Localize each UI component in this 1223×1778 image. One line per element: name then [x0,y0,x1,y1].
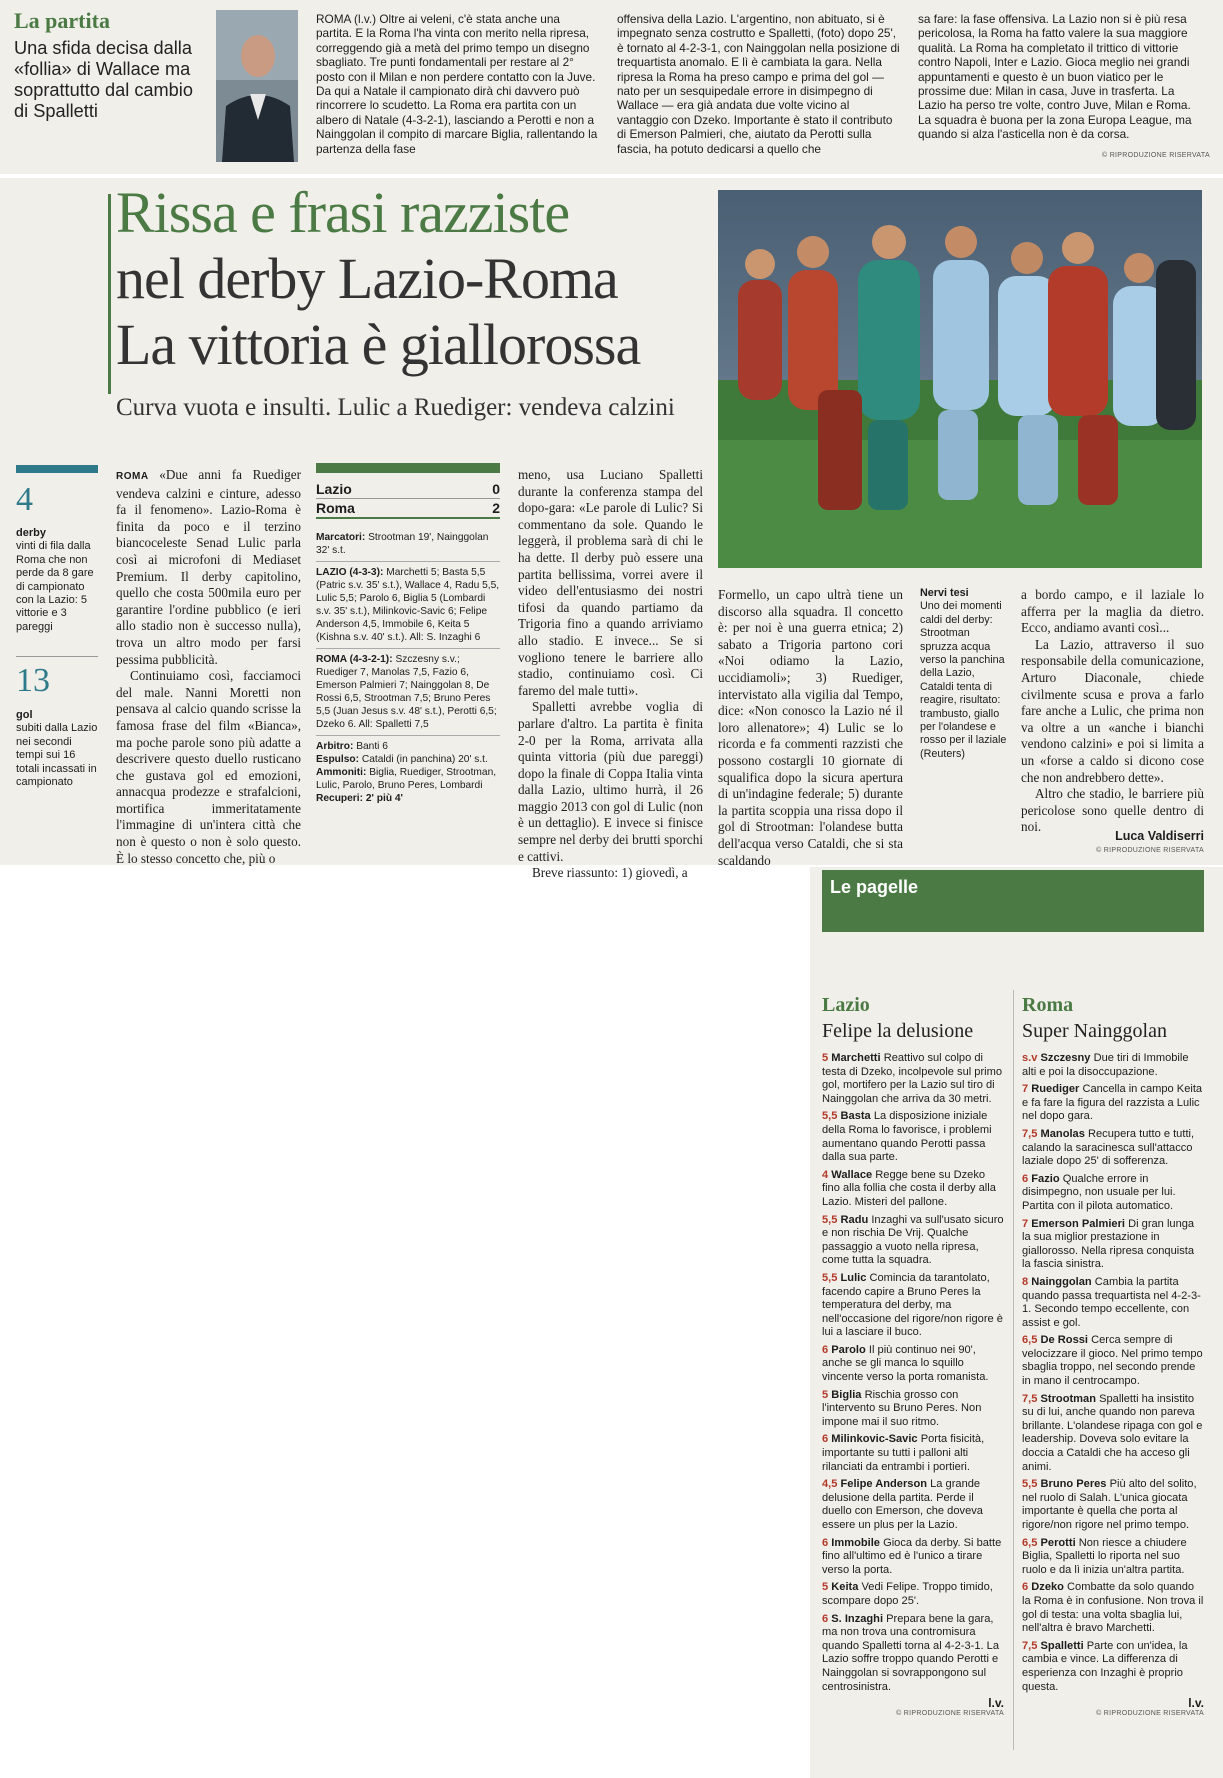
pagelle-roma-repro: © RIPRODUZIONE RISERVATA [1096,1710,1204,1718]
pagella-lazio-marchetti [822,1052,1004,1106]
pagella-roma-ruediger [1022,1083,1204,1124]
pagella-roma-brunoperes [1022,1478,1204,1532]
sheet-booked [316,766,500,792]
pagella-lazio-inzaghi [822,1613,1004,1695]
player-name: Milinkovic-Savic [831,1433,918,1446]
comment: Di gran lunga la sua miglior prestazione in giallorosso. Nella ripresa conquista la fascia sinistra. [1022,1217,1195,1271]
player-name: Lulic [840,1271,867,1284]
match-sheet [316,480,500,805]
stat-2-bold: gol [16,709,33,721]
pagelle-header-text: Le pagelle [830,877,919,897]
vote: 7,5 [1022,1127,1038,1140]
article-col3-p1: meno, usa Luciano Spalletti durante la conferenza stampa del dopo-gara: «Le parole di Lulic? Si commentano da sole. Quando le leggerà, il problema sarà di chi le ha dette. Il derby può essere una partita bellissima, vorrei avere il video dell'entusiasmo dei nostri tifosi da quando partiamo da Trigoria fino a quando arriviamo allo stadio. E invece... Se si vogliono tenere le barriere allo stadio, continuiamo così. Ci faremo del male tutti». [518,467,703,698]
sheet-booked-label: Ammoniti: [316,767,367,778]
caption-title: Nervi tesi [920,587,969,599]
article-col-1 [116,467,301,867]
stat-divider [16,656,98,657]
vote: 6 [822,1433,829,1446]
sheet-lazio-text: Marchetti 5; Basta 5,5 (Patric s.v. 35' s.t.), Wallace 4, Radu 5,5, Lulic 5,5; Parolo 6, Biglia 5 (Lombardi s.v. 35' s.t.), Milinkovic-Savic 6; Felipe Anderson 4,5, Immobile 6, Keita 5 (Kishna s.v. 40' s.t.). All: S. Inzaghi 6 [316,567,500,643]
headline-rule [108,194,111,394]
player-name: Spalletti [1040,1639,1084,1652]
player-name: Felipe Anderson [840,1478,928,1491]
pagelle-lazio-repro: © RIPRODUZIONE RISERVATA [896,1710,1004,1718]
away-score: 2 [492,500,500,516]
player-name: Immobile [831,1536,880,1549]
comment: Porta fisicità, importante su tutti i palloni alti rilanciati da entrambi i portieri. [822,1433,985,1473]
pagella-lazio-milinkovic [822,1433,1004,1474]
vote: 5,5 [822,1110,838,1123]
comment: Reattivo sul colpo di testa di Dzeko, incolpevole sul primo gol, mortifero per la Lazio sul tiro di Nainggolan che arriva da 30 metri. [822,1052,1003,1105]
article-col4-p1: Formello, un capo ultrà tiene un discorso alla squadra. Il concetto è: per noi è una guerra etnica; 2) sabato a Trigoria partono cori «Noi odiamo la Lazio, uccidiamoli»; 3) Ruediger, intervistato alla vigilia dal Tempo, dice: «Non conosco la Lazio né il loro allenatore»; 4) Lulic se lo ricorda e fa commenti razzisti che possono costargli 10 giornate di squalifica dopo la sicura apertura di un'indagine federale; 5) durante la partita scoppia una rissa dopo il gol di Strootman: l'olandese butta dell'acqua verso Cataldi, che si sta scaldando [718,587,903,868]
comment: La grande delusione della partita. Perde il duello con Emerson, che doveva essere un plus per la Lazio. [822,1478,983,1531]
home-score: 0 [492,481,500,497]
pagella-roma-fazio [1022,1173,1204,1214]
comment: Comincia da tarantolato, facendo capire a Bruno Peres la temperatura del derby, ma nell'occasione del rigore/non rigore è lui a lasciare il buco. [822,1271,1003,1339]
comment: Spalletti ha insistito su di lui, anche quando non pareva brillante. L'olandese ripaga con gol e leadership. Doveva solo evitare la doccia a Cataldi che ha acceso gli animi. [1022,1392,1203,1473]
sheet-referee-text: Banti 6 [356,741,388,752]
vote: 4,5 [822,1478,838,1491]
headline-deck: Curva vuota e insulti. Lulic a Ruediger: vendeva calzini [116,394,675,421]
comment: La disposizione iniziale della Roma lo favorisce, i problemi aumentano quando Perotti passa dalla sua parte. [822,1110,992,1164]
pagelle-lazio-list [822,1052,1004,1717]
sheet-added-time-label: Recuperi: [316,793,363,804]
article-col-6 [1021,587,1204,836]
article-lead-word: ROMA [116,471,149,482]
vote: 6 [822,1536,829,1549]
pagella-roma-nainggolan [1022,1276,1204,1330]
article-col6-p1: a bordo campo, e il laziale lo afferra per la maglia da dietro. Ecco, andiamo avanti così... [1021,587,1204,636]
pagelle-lazio-title: Felipe la delusione [822,1020,974,1042]
pagella-roma-derossi [1022,1334,1204,1388]
player-name: De Rossi [1040,1334,1088,1347]
headline-line-3: La vittoria è giallorossa [116,312,641,377]
derby-brawl-photo [718,190,1202,568]
sheet-sent-off-label: Espulso: [316,754,360,765]
player-name: Emerson Palmieri [1031,1217,1125,1230]
comment: Recupera tutto e tutti, calando la saracinesca sull'attacco laziale dopo 25' di sofferenza. [1022,1127,1195,1168]
stat-1-text: vinti di fila dalla Roma che non perde da 8 gare di campionato con la Lazio: 5 vittorie e 3 pareggi [16,540,94,633]
article-col-3 [518,467,703,882]
comment: Prepara bene la gara, ma non trova una contromisura quando Spalletti torna al 4-2-3-1. La Lazio soffre troppo quando Perotti e Nainggolan si sovrappongono sul centrosinistra. [822,1612,1000,1693]
pagelle-lazio-sign: l.v. [988,1696,1004,1711]
comment: Non riesce a chiudere Biglia, Spalletti lo riporta nel suo ruolo e da lì inizia un'altra partita. [1022,1536,1187,1576]
pagella-lazio-felipe [822,1478,1004,1532]
pagella-roma-emerson [1022,1218,1204,1272]
vote: 4 [822,1168,829,1181]
vote: 6 [822,1343,829,1356]
headline-line-1: Rissa e frasi razziste [116,180,570,245]
photo-caption [920,587,1010,761]
sheet-roma [316,653,500,736]
player-name: Perotti [1040,1536,1076,1549]
vote: 5 [822,1052,829,1064]
player-name: Ruediger [1031,1083,1080,1096]
comment: Vedi Felipe. Troppo timido, scompare dopo 25'. [822,1581,993,1607]
article-col6-p2: La Lazio, attraverso il suo responsabile della comunicazione, Arturo Diaconale, chiede civilmente scusa e prova a farlo fare anche a Lulic, che prima non va oltre a un «anche i bianchi vendono calzini» e poi si limita a un «forse a caldo si dicono cose che non andrebbero dette». [1021,636,1204,785]
sheet-scorers-text: Strootman 19', Nainggolan 32' s.t. [316,532,489,556]
player-name: S. Inzaghi [831,1612,884,1625]
comment: Il più continuo nei 90', anche se gli manca lo squillo vincente verso la porta romanista. [822,1343,989,1384]
comment: Due tiri di Immobile alti e poi la disoccupazione. [1022,1052,1189,1078]
vote: 8 [1022,1275,1029,1288]
vote: 6 [1022,1172,1029,1185]
pagelle-lazio-team: Lazio [822,994,870,1016]
comment: Rischia grosso con l'intervento su Bruno Peres. Non impone mai il suo ritmo. [822,1388,982,1428]
pagella-roma-dzeko [1022,1581,1204,1635]
player-name: Dzeko [1031,1581,1064,1594]
vote: s.v [1022,1052,1038,1064]
player-name: Parolo [831,1343,866,1356]
pagelle-roma-sign: l.v. [1188,1696,1204,1711]
pagella-lazio-keita [822,1581,1004,1608]
pagelle-col-divider [1013,990,1014,1750]
pagella-lazio-basta [822,1110,1004,1164]
article-col-4 [718,587,903,869]
comment: Gioca da derby. Si batte fino all'ultimo ed è l'unico a tirare verso la porta. [822,1536,1002,1576]
pagella-roma-strootman [1022,1393,1204,1475]
vote: 7,5 [1022,1392,1038,1405]
vote: 5 [822,1388,829,1401]
sheet-roma-text: Szczesny s.v.; Ruediger 7, Manolas 7,5, Fazio 6, Emerson Palmieri 7; Nainggolan 8, De Rossi 6,5, Strootman 7,5; Bruno Peres 5,5 (Juan Jesus s.v. 48' s.t.), Perotti 6,5; Dzeko 6. All: Spalletti 7,5 [316,654,497,730]
sheet-lazio-label: LAZIO (4-3-3): [316,567,384,578]
vote: 5 [822,1581,829,1594]
article-col3-p3: Breve riassunto: 1) giovedì, a [532,865,688,881]
article-author: Luca Valdiserri [1115,829,1204,843]
stat-1-label [16,527,98,634]
comment: Combatte da solo quando la Roma è in confusione. Non trova il gol di testa: una volta sbaglia lui, nell'altra è bravo Marchetti. [1022,1581,1204,1635]
stats-rule [16,465,98,473]
pagelle-roma-title: Super Nainggolan [1022,1020,1167,1042]
vote: 6,5 [1022,1536,1038,1549]
sheet-referee [316,740,500,753]
comment: Più alto del solito, nel ruolo di Salah. L'unica giocata importante è quella che porta al rigore/non rigore nel primo tempo. [1022,1478,1197,1531]
player-name: Strootman [1040,1392,1096,1405]
sheet-scorers-label: Marcatori: [316,532,366,543]
sheet-roma-label: ROMA (4-3-2-1): [316,654,393,665]
player-name: Szczesny [1040,1052,1091,1064]
sheet-sent-off [316,753,500,766]
sheet-booked-text: Biglia, Ruediger, Strootman, Lulic, Parolo, Bruno Peres, Lombardi [316,767,497,791]
score-row-away [316,499,500,519]
sheet-referee-label: Arbitro: [316,741,354,752]
pagella-roma-szczesny [1022,1052,1204,1079]
sheet-added-time-text: 2' più 4' [365,793,403,804]
section-title: La partita [14,8,110,33]
pagella-lazio-radu [822,1214,1004,1268]
comment: Inzaghi va sull'usato sicuro e non rischia De Vrij. Qualche passaggio a vuoto nella ripresa, come tutta la squadra. [822,1213,1004,1267]
match-sheet-rule [316,463,500,473]
vote: 7,5 [1022,1639,1038,1652]
stat-1-number: 4 [16,481,33,518]
comment: Regge bene su Dzeko fino alla follia che costa il derby alla Lazio. Misteri del pallone. [822,1168,996,1208]
sheet-lazio [316,566,500,649]
player-name: Biglia [831,1388,862,1401]
vote: 5,5 [822,1213,838,1226]
top-subhead: Una sfida decisa dalla «follia» di Wallace ma soprattutto dal cambio di Spalletti [14,38,193,121]
pagella-lazio-biglia [822,1389,1004,1430]
player-name: Wallace [831,1168,873,1181]
player-name: Basta [840,1110,871,1123]
top-col-3: sa fare: la fase offensiva. La Lazio non si è più resa pericolosa, la Roma ha fatto valere la sua maggiore qualità. La Roma ha completato il trittico di vittorie contro Napoli, Inter e Lazio. Gioca meglio nei grandi appuntamenti e questo è un buon viatico per le prossime due: Milan in casa, Juve in trasferta. La Lazio ha perso tre volte, contro Juve, Milan e Roma. La squadra è buona per la zona Europa League, ma quando si alza l'asticella non è da corsa. [918,12,1192,142]
sheet-scorers [316,531,500,562]
player-name: Nainggolan [1031,1275,1092,1288]
comment: Cancella in campo Keita e fa fare la figura del razzista a Lulic nel dopo gara. [1022,1083,1203,1123]
player-name: Marchetti [831,1052,881,1064]
pagella-lazio-parolo [822,1344,1004,1385]
comment: Cambia la partita quando passa trequartista nel 4-2-3-1. Secondo tempo eccellente, con assist e gol. [1022,1275,1201,1329]
article-repro: © RIPRODUZIONE RISERVATA [1096,847,1204,854]
top-col-2: offensiva della Lazio. L'argentino, non abituato, si è impegnato senza costrutto e Spalletti, (foto) dopo 25', è tornato al 4-2-3-1, con Nainggolan nella posizione di trequartista anomalo. E lì è cambiata la gara. Nella ripresa la Roma ha preso campo e prima del gol — nato per un sesquipedale errore in disimpegno di Wallace — era già andata due volte vicino al vantaggio con Dzeko. Importante è stato il contributo di Emerson Palmieri, che, aiutato da Perotti sulla fascia, ha potuto dedicarsi a quello che [617,12,900,156]
vote: 5,5 [822,1271,838,1284]
pagella-roma-manolas [1022,1128,1204,1169]
article-col1-p1: «Due anni fa Ruediger vendeva calzini e cinture, adesso fa il fenomeno». Lazio-Roma è finita da poco e il terzino biancoceleste Senad Lulic parla così ai microfoni di Mediaset Premium. Il derby capitolino, quello che costa 500mila euro per garantire l'ordine pubblico (e ieri allo stadio non è successo nulla), trova un altro modo per farsi pessima pubblicità. [116,467,302,667]
vote: 7 [1022,1217,1029,1230]
stat-2-label [16,709,98,789]
pagella-roma-perotti [1022,1537,1204,1578]
article-col1-p2: Continuiamo così, facciamoci del male. Nanni Moretti non pensava al calcio quando scrisse la famosa frase del film «Bianca», ma poche parole sono più adatte a descrivere questo duello rusticano che gustava gol ed emozioni, annacqua prodezze e strafalcioni, mortifica immeritatamente l'immagine di un'intera città che non è questo o non è solo questo. È lo stesso concetto che, più o [116,668,301,866]
pagella-lazio-lulic [822,1272,1004,1340]
vote: 7 [1022,1083,1029,1096]
pagella-lazio-wallace [822,1169,1004,1210]
sheet-added-time [316,792,500,805]
article-col3-p2: Spalletti avrebbe voglia di parlare d'altro. La partita è finita 2-0 per la Roma, arrivata alla quinta vittoria (più due pareggi) dopo la finale di Coppa Italia vinta dalla Lazio, ultimo hurrà, il 26 maggio 2013 con gol di Lulic (non è un dettaglio). E invece si finisce sempre nel derby dei brutti sporchi e cattivi. [518,699,703,864]
article-col6-p3: Altro che stadio, le barriere più pericolose sono quelle dentro di noi. [1021,786,1204,835]
away-team: Roma [316,500,355,516]
player-name: Fazio [1031,1172,1060,1185]
player-name: Bruno Peres [1040,1478,1107,1491]
vote: 6 [1022,1581,1029,1594]
spalletti-photo [216,10,298,162]
stat-1-bold: derby [16,527,46,539]
comment: Qualche errore in disimpegno, non usuale per lui. Partita con il pilota automatico. [1022,1172,1176,1212]
stat-2-number: 13 [16,662,50,699]
home-team: Lazio [316,481,352,497]
score-row-home [316,480,500,499]
comment: Cerca sempre di velocizzare il gioco. Nel primo tempo sbaglia troppo, nel secondo prende in mano il centrocampo. [1022,1334,1203,1388]
player-name: Manolas [1040,1127,1085,1140]
stat-2-text: subiti dalla Lazio nei secondi tempi sui 16 totali incassati in campionato [16,722,98,789]
vote: 6,5 [1022,1334,1038,1347]
top-repro: © RIPRODUZIONE RISERVATA [1102,152,1210,159]
pagelle-roma-list [1022,1052,1204,1717]
pagelle-roma-team: Roma [1022,994,1074,1016]
player-name: Keita [831,1581,859,1594]
top-col-1: ROMA (l.v.) Oltre ai veleni, c'è stata anche una partita. E la Roma l'ha vinta con merito nella ripresa, correggendo già a metà del primo tempo un disegno sbagliato. Tre punti fondamentali per restare al 2° posto con il Milan e non perdere contatto con la Juve. Da qui a Natale il campionato dirà chi davvero può rincorrere lo scudetto. La Roma era partita con un albero di Natale (4-3-2-1), lasciando a Perotti e non a Nainggolan il compito di marcare Biglia, rallentando la partenza della fase [316,12,598,156]
headline-line-2: nel derby Lazio-Roma [116,246,618,311]
sheet-sent-off-text: Cataldi (in panchina) 20' s.t. [361,754,488,765]
comment: Parte con un'idea, la cambia e vince. La differenza di esperienza con Inzaghi è proprio questa. [1022,1639,1188,1693]
pagella-roma-spalletti [1022,1640,1204,1694]
caption-text: Uno dei momenti caldi del derby: Strootman spruzza acqua verso la panchina della Lazio, Cataldi tenta di reagire, risultato: trambusto, giallo per l'olandese e rosso per il laziale (Reuters) [920,600,1007,760]
pagella-lazio-immobile [822,1537,1004,1578]
vote: 5,5 [1022,1478,1038,1491]
vote: 6 [822,1612,829,1625]
player-name: Radu [840,1213,869,1226]
